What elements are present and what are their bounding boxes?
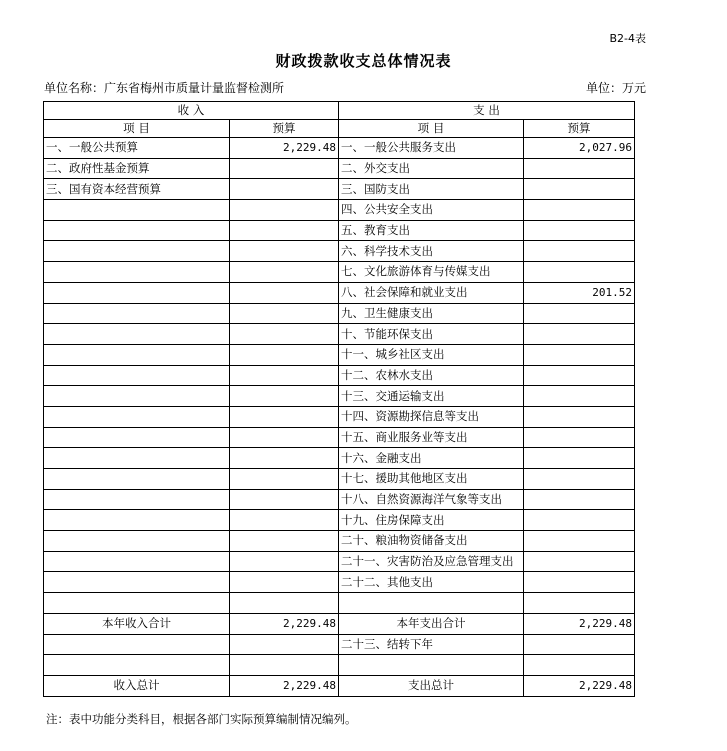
table-row xyxy=(44,386,635,407)
table-row xyxy=(44,510,635,531)
annual-expense-value: 2,229.48 xyxy=(524,613,635,634)
empty-cell xyxy=(524,655,635,676)
expense-item-cell: 十八、自然资源海洋气象等支出 xyxy=(339,489,524,510)
column-header-row xyxy=(44,120,635,138)
table-row xyxy=(44,324,635,345)
table-row xyxy=(44,200,635,221)
expense-item-cell: 三、国防支出 xyxy=(339,179,524,200)
grand-expense-value: 2,229.48 xyxy=(524,675,635,696)
expense-item-cell xyxy=(339,593,524,614)
empty-cell xyxy=(230,655,339,676)
table-row xyxy=(44,406,635,427)
income-item-header: 项 目 xyxy=(44,120,230,138)
form-code: B2-4表 xyxy=(609,32,646,45)
income-item-cell xyxy=(44,262,230,283)
expense-value-cell xyxy=(524,200,635,221)
expense-value-cell xyxy=(524,406,635,427)
income-value-cell xyxy=(230,448,339,469)
expense-value-cell xyxy=(524,551,635,572)
income-header: 收 入 xyxy=(44,102,339,120)
expense-value-cell xyxy=(524,427,635,448)
income-item-cell xyxy=(44,572,230,593)
income-value-cell xyxy=(230,406,339,427)
expense-item-cell: 十七、援助其他地区支出 xyxy=(339,469,524,490)
expense-value-cell xyxy=(524,572,635,593)
income-value-cell xyxy=(230,365,339,386)
empty-cell xyxy=(44,634,230,655)
expense-item-cell: 二十二、其他支出 xyxy=(339,572,524,593)
income-item-cell xyxy=(44,282,230,303)
expense-value-cell xyxy=(524,510,635,531)
expense-item-cell: 五、教育支出 xyxy=(339,220,524,241)
income-item-cell: 三、国有资本经营预算 xyxy=(44,179,230,200)
expense-item-cell: 一、一般公共服务支出 xyxy=(339,138,524,159)
expense-item-cell: 二十、粮油物资储备支出 xyxy=(339,531,524,552)
expense-item-cell: 十四、资源勘探信息等支出 xyxy=(339,406,524,427)
expense-item-header: 项 目 xyxy=(339,120,524,138)
expense-value-cell xyxy=(524,158,635,179)
expense-value-cell xyxy=(524,531,635,552)
income-item-cell xyxy=(44,241,230,262)
income-value-cell xyxy=(230,158,339,179)
expense-value-cell xyxy=(524,386,635,407)
grand-income-label: 收入总计 xyxy=(44,675,230,696)
income-item-cell xyxy=(44,551,230,572)
expense-value-cell xyxy=(524,365,635,386)
table-row xyxy=(44,158,635,179)
grand-income-value: 2,229.48 xyxy=(230,675,339,696)
income-value-cell xyxy=(230,551,339,572)
income-item-cell xyxy=(44,324,230,345)
income-value-cell xyxy=(230,469,339,490)
expense-item-cell: 十一、城乡社区支出 xyxy=(339,344,524,365)
empty-cell xyxy=(339,655,524,676)
income-item-cell xyxy=(44,448,230,469)
footnote: 注：表中功能分类科目，根据各部门实际预算编制情况编列。 xyxy=(46,712,357,726)
income-item-cell xyxy=(44,510,230,531)
income-value-cell xyxy=(230,344,339,365)
currency-unit: 单位：万元 xyxy=(585,81,646,95)
table-row xyxy=(44,262,635,283)
expense-value-cell xyxy=(524,179,635,200)
unit-name: 单位名称：广东省梅州市质量计量监督检测所 xyxy=(44,81,285,95)
carry-forward-value xyxy=(524,634,635,655)
income-value-cell xyxy=(230,593,339,614)
expense-value-cell xyxy=(524,220,635,241)
income-item-cell xyxy=(44,200,230,221)
income-budget-header: 预算 xyxy=(230,120,339,138)
grand-total-row xyxy=(44,675,635,696)
table-row xyxy=(44,427,635,448)
income-value-cell xyxy=(230,386,339,407)
expense-value-cell xyxy=(524,344,635,365)
income-value-cell xyxy=(230,262,339,283)
annual-income-label: 本年收入合计 xyxy=(44,613,230,634)
income-value-cell xyxy=(230,303,339,324)
blank-row xyxy=(44,655,635,676)
carry-forward-row xyxy=(44,634,635,655)
carry-forward-label: 二十三、结转下年 xyxy=(339,634,524,655)
expense-item-cell: 十三、交通运输支出 xyxy=(339,386,524,407)
income-item-cell xyxy=(44,220,230,241)
income-item-cell xyxy=(44,531,230,552)
expense-value-cell xyxy=(524,262,635,283)
table-row xyxy=(44,448,635,469)
grand-expense-label: 支出总计 xyxy=(339,675,524,696)
income-value-cell xyxy=(230,324,339,345)
expense-item-cell: 六、科学技术支出 xyxy=(339,241,524,262)
income-value-cell xyxy=(230,282,339,303)
table-row xyxy=(44,344,635,365)
expense-item-cell: 十、节能环保支出 xyxy=(339,324,524,345)
empty-cell xyxy=(230,634,339,655)
expense-value-cell xyxy=(524,241,635,262)
table-row xyxy=(44,241,635,262)
expense-item-cell: 九、卫生健康支出 xyxy=(339,303,524,324)
expense-value-cell xyxy=(524,593,635,614)
income-item-cell xyxy=(44,365,230,386)
expense-item-cell: 十二、农林水支出 xyxy=(339,365,524,386)
page-title: 财政拨款收支总体情况表 xyxy=(275,52,452,70)
table-row xyxy=(44,531,635,552)
expense-value-cell xyxy=(524,324,635,345)
income-value-cell xyxy=(230,572,339,593)
expense-item-cell: 七、文化旅游体育与传媒支出 xyxy=(339,262,524,283)
table-row xyxy=(44,282,635,303)
income-value-cell xyxy=(230,179,339,200)
annual-income-value: 2,229.48 xyxy=(230,613,339,634)
expense-item-cell: 八、社会保障和就业支出 xyxy=(339,282,524,303)
table-row xyxy=(44,179,635,200)
income-item-cell xyxy=(44,489,230,510)
table-row xyxy=(44,138,635,159)
income-value-cell xyxy=(230,220,339,241)
section-header-row xyxy=(44,102,635,120)
expense-item-cell: 十六、金融支出 xyxy=(339,448,524,469)
income-item-cell xyxy=(44,593,230,614)
income-item-cell xyxy=(44,427,230,448)
expense-value-cell xyxy=(524,469,635,490)
income-value-cell xyxy=(230,241,339,262)
expense-item-cell: 十五、商业服务业等支出 xyxy=(339,427,524,448)
table-row xyxy=(44,551,635,572)
income-value-cell xyxy=(230,510,339,531)
income-value-cell xyxy=(230,427,339,448)
expense-item-cell: 四、公共安全支出 xyxy=(339,200,524,221)
expense-header: 支 出 xyxy=(339,102,635,120)
expense-value-cell xyxy=(524,489,635,510)
annual-expense-label: 本年支出合计 xyxy=(339,613,524,634)
table-row xyxy=(44,220,635,241)
annual-total-row xyxy=(44,613,635,634)
income-item-cell xyxy=(44,344,230,365)
table-row xyxy=(44,489,635,510)
table-row xyxy=(44,365,635,386)
table-row xyxy=(44,572,635,593)
expense-budget-header: 预算 xyxy=(524,120,635,138)
expense-item-cell: 二、外交支出 xyxy=(339,158,524,179)
expense-value-cell xyxy=(524,303,635,324)
income-value-cell xyxy=(230,531,339,552)
table-row xyxy=(44,593,635,614)
income-item-cell xyxy=(44,469,230,490)
table-row xyxy=(44,469,635,490)
expense-value-cell: 201.52 xyxy=(524,282,635,303)
expense-value-cell xyxy=(524,448,635,469)
income-item-cell: 一、一般公共预算 xyxy=(44,138,230,159)
income-item-cell: 二、政府性基金预算 xyxy=(44,158,230,179)
empty-cell xyxy=(44,655,230,676)
expense-item-cell: 二十一、灾害防治及应急管理支出 xyxy=(339,551,524,572)
income-value-cell xyxy=(230,489,339,510)
income-item-cell xyxy=(44,406,230,427)
expense-item-cell: 十九、住房保障支出 xyxy=(339,510,524,531)
expense-value-cell: 2,027.96 xyxy=(524,138,635,159)
table-row xyxy=(44,303,635,324)
income-value-cell: 2,229.48 xyxy=(230,138,339,159)
income-value-cell xyxy=(230,200,339,221)
income-item-cell xyxy=(44,303,230,324)
finance-table xyxy=(43,101,635,697)
income-item-cell xyxy=(44,386,230,407)
